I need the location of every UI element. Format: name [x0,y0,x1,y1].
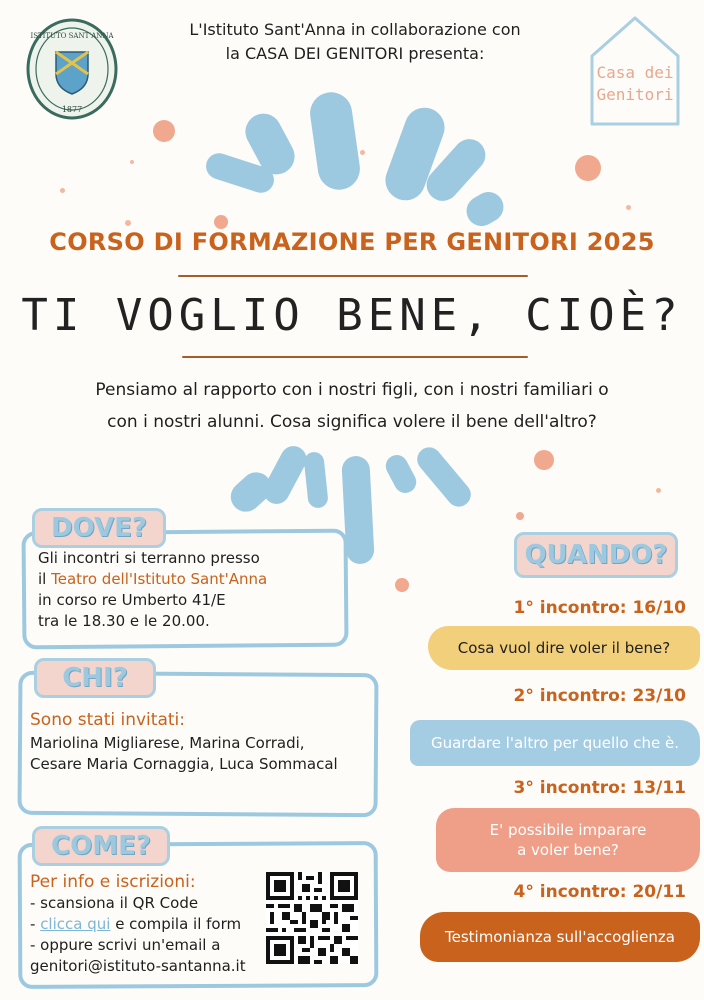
chi-text [30,710,370,775]
meeting-4-label: 4° incontro: 20/11 [513,882,686,902]
chi-heading: Sono stati invitati: [30,710,185,730]
dove-line-prefix: il [38,570,52,588]
meeting-3-label: 3° incontro: 13/11 [513,778,686,798]
meeting-2-label: 2° incontro: 23/10 [513,686,686,706]
main-title: TI VOGLIO BENE, CIOÈ? [21,290,683,341]
dove-line: Gli incontri si terranno presso [38,549,260,567]
dove-line: in corso re Umberto 41/E [38,591,226,609]
decor-dot [360,150,365,155]
logo-year: 1877 [61,105,83,114]
meeting-1-topic-text: Cosa vuol dire voler il bene? [457,639,671,657]
chi-tag: CHI? [34,658,156,698]
logo-line: Casa dei [596,63,674,82]
chi-line: Mariolina Migliarese, Marina Corradi, [30,734,305,752]
come-heading: Per info e iscrizioni: [30,872,196,892]
divider [178,275,528,277]
venue-highlight: Teatro dell'Istituto Sant'Anna [51,570,268,588]
decor-dot [516,512,524,520]
logo-line: Genitori [596,85,674,104]
meeting-4-topic-text: Testimonianza sull'accoglienza [444,928,675,946]
dove-text [38,548,338,632]
come-line: - scansiona il QR Code [30,894,199,912]
come-text [30,872,270,977]
decor-dot [395,578,409,592]
form-link[interactable]: clicca qui [40,915,111,933]
sant-anna-logo [26,18,118,120]
decor-dot [626,205,631,210]
decor-dot [534,450,554,470]
come-line-prefix: - [30,915,41,933]
casa-genitori-logo [586,12,684,128]
header-line: la CASA DEI GENITORI presenta: [225,44,485,63]
come-line: - oppure scrivi un'email a [30,936,221,954]
decor-dot [125,220,131,226]
decor-dot [130,160,134,164]
meeting-4-topic [420,912,700,962]
divider [182,356,528,358]
intro-line: con i nostri alunni. Cosa significa volere il bene dell'altro? [107,412,597,432]
quando-tag: QUANDO? [514,532,678,578]
meeting-3-topic-line: E' possibile imparare [489,821,647,839]
logo-text: ISTITUTO SANT'ANNA [30,32,114,40]
intro-line: Pensiamo al rapporto con i nostri figli, con i nostri familiari o [95,380,609,400]
meeting-1-topic [428,626,700,670]
dove-line: tra le 18.30 e le 20.00. [38,612,210,630]
decor-dot [575,155,601,181]
meeting-2-topic-text: Guardare l'altro per quello che è. [430,734,680,752]
come-tag: COME? [32,826,170,866]
meeting-3-topic-line: a voler bene? [517,841,619,859]
header-line: L'Istituto Sant'Anna in collaborazione con [189,20,521,39]
decor-dot [214,215,228,229]
intro-text [40,374,664,438]
contact-email[interactable]: genitori@istituto-santanna.it [30,957,246,975]
course-title: CORSO DI FORMAZIONE PER GENITORI 2025 [49,228,655,256]
come-line-suffix: e compila il form [110,915,242,933]
decor-dot [153,120,175,142]
chi-line: Cesare Maria Cornaggia, Luca Sommacal [30,755,338,773]
meeting-2-topic [410,720,700,766]
decor-dot [656,488,661,493]
dove-tag: DOVE? [32,508,166,548]
header [150,18,560,66]
qr-code[interactable] [266,872,358,964]
meeting-3-topic [436,808,700,872]
decor-dot [60,188,65,193]
meeting-1-label: 1° incontro: 16/10 [513,598,686,618]
